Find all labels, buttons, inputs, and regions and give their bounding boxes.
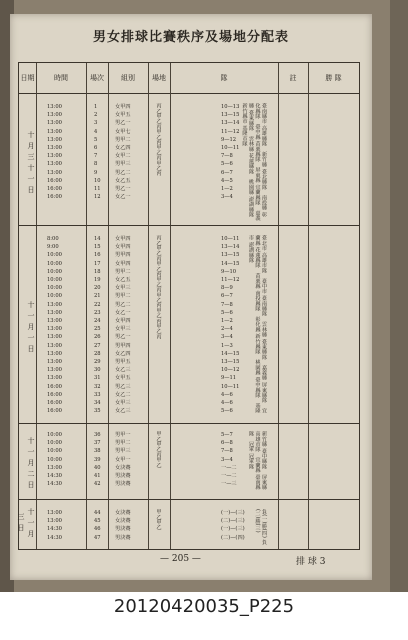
section-date: 十月三十一日 — [27, 131, 35, 197]
header-group: 組別 — [121, 74, 135, 82]
section-groups: 女決賽 女決賽 男決賽 男決賽 — [115, 510, 131, 541]
section-times: 10:00 10:00 10:00 10:00 13:00 14:30 14:30 — [47, 432, 62, 488]
document-page — [10, 14, 372, 580]
section-groups: 女甲四 女甲四 男甲四 女甲四 男甲二 女乙五 女甲三 男甲二 男乙二 女乙一 女甲四 女甲三 男乙一 男甲四 女乙四 男甲五 女乙三 女甲五 男乙三 女乙二 女甲三 女乙三 — [115, 236, 131, 415]
section-matches: 36 37 38 39 40 41 42 — [94, 432, 101, 488]
section-teams: 臺北市 高雄市隊 臺中市 臺南縣隊 雲林縣 臺東縣隊 嘉義縣 屏東縣隊 宜蘭縣 花蓮縣隊 苗栗縣 南投縣隊 彰化縣 新竹縣隊 桃園縣 臺中縣隊 基隆市 澎湖縣隊 — [248, 235, 267, 414]
section-courts: 丙乙甲乙丙甲乙丙甲乙丙甲乙丙甲乙丙甲乙丙 — [155, 235, 162, 339]
header-court: 場地 — [152, 74, 166, 82]
section-times: 13:00 13:00 14:30 14:30 — [47, 510, 62, 541]
header-time: 時間 — [54, 74, 68, 82]
section-teams: 臺南縣市 高雄縣隊 新竹縣 臺北縣隊 南投縣 彰化縣隊 臺中縣 苗栗縣隊 屏東縣 宜蘭縣隊 嘉義縣 臺東縣隊 雲林縣 花蓮縣隊 桃園縣 澎湖縣隊 新竹縣市 基隆市隊 — [241, 103, 267, 223]
section-scores: 5—7 6—8 7—8 3—4 一—二 一—二 一—三 — [221, 432, 237, 488]
section-groups: 女甲四 女甲五 男乙一 女甲七 男甲二 女乙四 女甲二 男甲三 男乙二 女乙五 男乙一 女乙一 — [115, 104, 131, 201]
section-scores: 10—13 13—15 13—14 11—12 9—12 10—11 7—8 5—6 6—7 4—5 1—2 3—4 — [221, 104, 240, 201]
section-matches: 14 15 16 17 18 19 20 21 22 23 24 25 26 27 28 29 30 31 32 33 34 35 — [94, 236, 101, 415]
section-times: 13:00 13:00 13:00 13:00 13:00 13:00 13:00 13:00 13:00 16:00 16:00 16:00 — [47, 104, 62, 201]
page-number: — 205 — — [160, 554, 201, 564]
header-date: 日期 — [20, 74, 35, 82]
header-note: 註 — [289, 74, 297, 82]
header-match-no: 場次 — [90, 74, 104, 82]
header-teams: 隊 — [220, 74, 228, 82]
schedule-table — [18, 62, 360, 550]
image-caption: 20120420035_P225 — [113, 596, 295, 617]
section-courts: 甲乙甲乙丙甲乙 — [155, 431, 162, 468]
section-scores: 10—11 13—14 13—15 14—15 9—10 11—12 8—9 6—7 7—8 5—6 1—2 2—4 3—4 1—3 14—15 13—15 10—12 9—11 10—11 4—6 4—6 5—6 — [221, 236, 240, 415]
section-matches: 1 2 3 4 5 6 7 8 9 10 11 12 — [94, 104, 101, 201]
page-title: 男女排球比賽秩序及場地分配表 — [92, 30, 289, 45]
section-label: 排 球 3 — [296, 557, 326, 567]
section-times: 8:00 9:00 10:00 10:00 10:00 10:00 10:00 10:00 13:00 13:00 13:00 13:00 13:00 13:00 13:00 13:00 13:00 13:00 16:00 16:00 16:00 16:00 — [47, 236, 62, 415]
section-teams: 負(一)勝(四) 負(二)勝(三) — [254, 509, 267, 545]
section-courts: 丙乙甲乙丙甲乙丙甲乙丙甲乙丙 — [155, 103, 162, 176]
header-result: 勝 隊 — [325, 74, 342, 82]
section-groups: 男甲一 男甲二 男甲三 女甲一 女決賽 男決賽 男決賽 — [115, 432, 131, 488]
section-matches: 44 45 46 47 — [94, 510, 101, 541]
section-date: 十一月二日 — [27, 436, 35, 492]
section-date: 十一月一日 — [27, 300, 35, 356]
section-date: 十一月三日 — [17, 507, 35, 541]
section-courts: 甲乙甲乙 — [155, 509, 162, 530]
section-teams: 新竹縣 臺中縣隊 屏東縣 高雄市隊 宜蘭縣 臺南縣隊 冠軍 冠軍隊 — [248, 431, 267, 490]
section-scores: (一)—(三) (二)—(三) (一)—(三) (二)—(四) — [221, 510, 245, 541]
page-edges — [390, 0, 408, 592]
